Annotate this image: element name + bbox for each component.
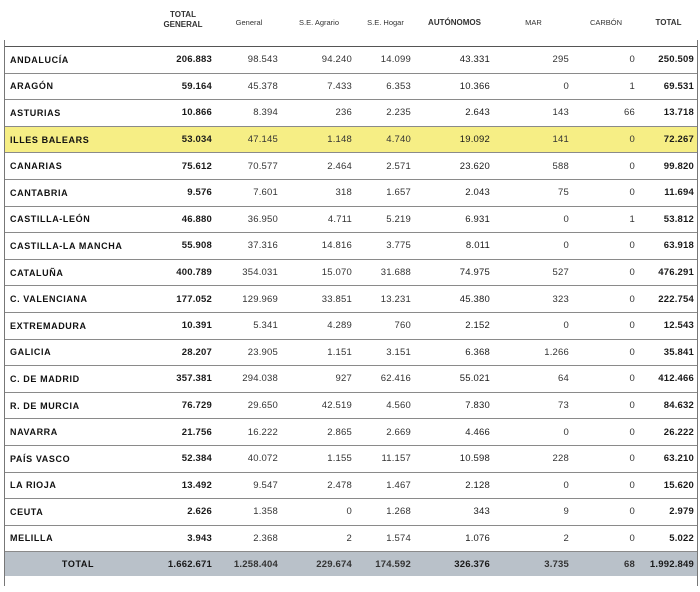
carbon-cell: 0 — [573, 126, 639, 153]
table-row — [4, 206, 698, 233]
mar-cell: 0 — [494, 73, 573, 100]
table-body — [4, 47, 698, 577]
general-cell: 16.222 — [216, 419, 282, 446]
mar-cell: 323 — [494, 286, 573, 313]
total-general-cell: 400.789 — [150, 259, 216, 286]
total-cell: 72.267 — [639, 126, 698, 153]
carbon-cell: 0 — [573, 392, 639, 419]
total-cell: 1.992.849 — [639, 552, 698, 577]
total-cell: 5.022 — [639, 525, 698, 552]
region-name-cell: ANDALUCÍA — [4, 47, 150, 74]
general-cell: 1.358 — [216, 499, 282, 526]
table-row — [4, 472, 698, 499]
mar-cell: 141 — [494, 126, 573, 153]
total-cell: 2.979 — [639, 499, 698, 526]
hogar-cell: 11.157 — [356, 445, 415, 472]
table-row — [4, 366, 698, 393]
total-cell: 53.812 — [639, 206, 698, 233]
hogar-cell: 31.688 — [356, 259, 415, 286]
total-general-cell: 3.943 — [150, 525, 216, 552]
mar-cell: 2 — [494, 525, 573, 552]
hogar-cell: 760 — [356, 312, 415, 339]
total-cell: 476.291 — [639, 259, 698, 286]
agrario-cell: 4.289 — [282, 312, 356, 339]
hogar-cell: 14.099 — [356, 47, 415, 74]
agrario-cell: 33.851 — [282, 286, 356, 313]
total-cell: 250.509 — [639, 47, 698, 74]
header-region — [4, 0, 150, 47]
region-name-cell: ASTURIAS — [4, 100, 150, 127]
autonomos-cell: 43.331 — [415, 47, 494, 74]
carbon-cell: 0 — [573, 286, 639, 313]
region-name-cell: C. VALENCIANA — [4, 286, 150, 313]
regional-affiliation-table-sheet — [4, 0, 698, 590]
total-general-cell: 53.034 — [150, 126, 216, 153]
general-cell: 354.031 — [216, 259, 282, 286]
hogar-cell: 4.740 — [356, 126, 415, 153]
agrario-cell: 14.816 — [282, 233, 356, 260]
carbon-cell: 0 — [573, 445, 639, 472]
total-general-cell: 10.866 — [150, 100, 216, 127]
region-name-cell: TOTAL — [4, 552, 150, 577]
table-header — [4, 0, 698, 47]
autonomos-cell: 6.368 — [415, 339, 494, 366]
total-general-cell: 10.391 — [150, 312, 216, 339]
carbon-cell: 0 — [573, 339, 639, 366]
total-cell: 84.632 — [639, 392, 698, 419]
general-cell: 47.145 — [216, 126, 282, 153]
header-row — [4, 0, 698, 47]
carbon-cell: 0 — [573, 499, 639, 526]
agrario-cell: 1.151 — [282, 339, 356, 366]
autonomos-cell: 55.021 — [415, 366, 494, 393]
agrario-cell: 7.433 — [282, 73, 356, 100]
total-cell: 63.210 — [639, 445, 698, 472]
region-name-cell: GALICIA — [4, 339, 150, 366]
hogar-cell: 1.657 — [356, 179, 415, 206]
autonomos-cell: 326.376 — [415, 552, 494, 577]
table-row — [4, 392, 698, 419]
general-cell: 2.368 — [216, 525, 282, 552]
table-row — [4, 525, 698, 552]
carbon-cell: 0 — [573, 47, 639, 74]
table-row — [4, 445, 698, 472]
region-name-cell: CATALUÑA — [4, 259, 150, 286]
region-name-cell: LA RIOJA — [4, 472, 150, 499]
agrario-cell: 2.865 — [282, 419, 356, 446]
region-name-cell: C. DE MADRID — [4, 366, 150, 393]
mar-cell: 0 — [494, 206, 573, 233]
agrario-cell: 0 — [282, 499, 356, 526]
region-name-cell: EXTREMADURA — [4, 312, 150, 339]
carbon-cell: 0 — [573, 472, 639, 499]
region-name-cell: PAÍS VASCO — [4, 445, 150, 472]
agrario-cell: 927 — [282, 366, 356, 393]
regional-affiliation-table — [4, 0, 698, 576]
general-cell: 294.038 — [216, 366, 282, 393]
table-row — [4, 126, 698, 153]
total-cell: 13.718 — [639, 100, 698, 127]
mar-cell: 295 — [494, 47, 573, 74]
total-general-cell: 59.164 — [150, 73, 216, 100]
table-row — [4, 233, 698, 260]
hogar-cell: 1.268 — [356, 499, 415, 526]
mar-cell: 0 — [494, 233, 573, 260]
hogar-cell: 2.669 — [356, 419, 415, 446]
general-cell: 45.378 — [216, 73, 282, 100]
autonomos-cell: 2.643 — [415, 100, 494, 127]
header-general: General — [216, 0, 282, 47]
total-general-cell: 75.612 — [150, 153, 216, 180]
total-cell: 63.918 — [639, 233, 698, 260]
hogar-cell: 3.775 — [356, 233, 415, 260]
mar-cell: 64 — [494, 366, 573, 393]
hogar-cell: 62.416 — [356, 366, 415, 393]
mar-cell: 588 — [494, 153, 573, 180]
total-cell: 222.754 — [639, 286, 698, 313]
autonomos-cell: 10.598 — [415, 445, 494, 472]
carbon-cell: 66 — [573, 100, 639, 127]
total-general-cell: 76.729 — [150, 392, 216, 419]
general-cell: 36.950 — [216, 206, 282, 233]
total-general-cell: 177.052 — [150, 286, 216, 313]
carbon-cell: 0 — [573, 233, 639, 260]
carbon-cell: 0 — [573, 366, 639, 393]
agrario-cell: 1.148 — [282, 126, 356, 153]
mar-cell: 3.735 — [494, 552, 573, 577]
autonomos-cell: 8.011 — [415, 233, 494, 260]
totals-row — [4, 552, 698, 577]
carbon-cell: 1 — [573, 73, 639, 100]
region-name-cell: CASTILLA-LA MANCHA — [4, 233, 150, 260]
agrario-cell: 318 — [282, 179, 356, 206]
total-cell: 26.222 — [639, 419, 698, 446]
header-autonomos: AUTÓNOMOS — [415, 0, 494, 47]
region-name-cell: CASTILLA-LEÓN — [4, 206, 150, 233]
mar-cell: 73 — [494, 392, 573, 419]
total-general-cell: 9.576 — [150, 179, 216, 206]
agrario-cell: 229.674 — [282, 552, 356, 577]
autonomos-cell: 19.092 — [415, 126, 494, 153]
mar-cell: 75 — [494, 179, 573, 206]
general-cell: 37.316 — [216, 233, 282, 260]
total-general-cell: 1.662.671 — [150, 552, 216, 577]
total-cell: 15.620 — [639, 472, 698, 499]
general-cell: 8.394 — [216, 100, 282, 127]
hogar-cell: 3.151 — [356, 339, 415, 366]
total-general-cell: 28.207 — [150, 339, 216, 366]
region-name-cell: ARAGÓN — [4, 73, 150, 100]
agrario-cell: 2.478 — [282, 472, 356, 499]
table-row — [4, 179, 698, 206]
agrario-cell: 2.464 — [282, 153, 356, 180]
general-cell: 7.601 — [216, 179, 282, 206]
total-cell: 11.694 — [639, 179, 698, 206]
header-carbon: CARBÓN — [573, 0, 639, 47]
hogar-cell: 5.219 — [356, 206, 415, 233]
carbon-cell: 0 — [573, 525, 639, 552]
table-left-border — [4, 40, 5, 586]
autonomos-cell: 23.620 — [415, 153, 494, 180]
autonomos-cell: 74.975 — [415, 259, 494, 286]
total-cell: 99.820 — [639, 153, 698, 180]
carbon-cell: 68 — [573, 552, 639, 577]
region-name-cell: CANARIAS — [4, 153, 150, 180]
autonomos-cell: 343 — [415, 499, 494, 526]
general-cell: 40.072 — [216, 445, 282, 472]
total-general-cell: 55.908 — [150, 233, 216, 260]
autonomos-cell: 6.931 — [415, 206, 494, 233]
region-name-cell: NAVARRA — [4, 419, 150, 446]
header-total: TOTAL — [639, 0, 698, 47]
hogar-cell: 4.560 — [356, 392, 415, 419]
region-name-cell: CEUTA — [4, 499, 150, 526]
autonomos-cell: 7.830 — [415, 392, 494, 419]
table-row — [4, 153, 698, 180]
total-general-cell: 21.756 — [150, 419, 216, 446]
header-mar: MAR — [494, 0, 573, 47]
mar-cell: 0 — [494, 419, 573, 446]
table-row — [4, 73, 698, 100]
table-row — [4, 339, 698, 366]
autonomos-cell: 2.128 — [415, 472, 494, 499]
total-general-cell: 13.492 — [150, 472, 216, 499]
table-row — [4, 100, 698, 127]
hogar-cell: 1.574 — [356, 525, 415, 552]
mar-cell: 143 — [494, 100, 573, 127]
general-cell: 5.341 — [216, 312, 282, 339]
hogar-cell: 2.235 — [356, 100, 415, 127]
agrario-cell: 2 — [282, 525, 356, 552]
mar-cell: 527 — [494, 259, 573, 286]
autonomos-cell: 4.466 — [415, 419, 494, 446]
total-general-cell: 357.381 — [150, 366, 216, 393]
mar-cell: 9 — [494, 499, 573, 526]
hogar-cell: 2.571 — [356, 153, 415, 180]
general-cell: 9.547 — [216, 472, 282, 499]
total-general-cell: 2.626 — [150, 499, 216, 526]
total-cell: 69.531 — [639, 73, 698, 100]
autonomos-cell: 10.366 — [415, 73, 494, 100]
total-general-cell: 206.883 — [150, 47, 216, 74]
region-name-cell: CANTABRIA — [4, 179, 150, 206]
total-cell: 412.466 — [639, 366, 698, 393]
agrario-cell: 94.240 — [282, 47, 356, 74]
carbon-cell: 0 — [573, 312, 639, 339]
hogar-cell: 174.592 — [356, 552, 415, 577]
agrario-cell: 1.155 — [282, 445, 356, 472]
general-cell: 129.969 — [216, 286, 282, 313]
total-cell: 35.841 — [639, 339, 698, 366]
agrario-cell: 15.070 — [282, 259, 356, 286]
hogar-cell: 1.467 — [356, 472, 415, 499]
agrario-cell: 42.519 — [282, 392, 356, 419]
table-row — [4, 312, 698, 339]
mar-cell: 0 — [494, 312, 573, 339]
region-name-cell: MELILLA — [4, 525, 150, 552]
general-cell: 29.650 — [216, 392, 282, 419]
carbon-cell: 1 — [573, 206, 639, 233]
total-general-cell: 46.880 — [150, 206, 216, 233]
agrario-cell: 236 — [282, 100, 356, 127]
mar-cell: 1.266 — [494, 339, 573, 366]
header-agrario: S.E. Agrario — [282, 0, 356, 47]
carbon-cell: 0 — [573, 153, 639, 180]
header-total-general: TOTAL GENERAL — [150, 0, 216, 47]
carbon-cell: 0 — [573, 259, 639, 286]
general-cell: 98.543 — [216, 47, 282, 74]
mar-cell: 228 — [494, 445, 573, 472]
autonomos-cell: 2.152 — [415, 312, 494, 339]
table-row — [4, 259, 698, 286]
autonomos-cell: 1.076 — [415, 525, 494, 552]
hogar-cell: 6.353 — [356, 73, 415, 100]
carbon-cell: 0 — [573, 179, 639, 206]
total-cell: 12.543 — [639, 312, 698, 339]
carbon-cell: 0 — [573, 419, 639, 446]
autonomos-cell: 2.043 — [415, 179, 494, 206]
table-row — [4, 286, 698, 313]
region-name-cell: ILLES BALEARS — [4, 126, 150, 153]
table-right-border — [697, 40, 698, 586]
header-hogar: S.E. Hogar — [356, 0, 415, 47]
hogar-cell: 13.231 — [356, 286, 415, 313]
region-name-cell: R. DE MURCIA — [4, 392, 150, 419]
autonomos-cell: 45.380 — [415, 286, 494, 313]
agrario-cell: 4.711 — [282, 206, 356, 233]
mar-cell: 0 — [494, 472, 573, 499]
table-row — [4, 499, 698, 526]
general-cell: 1.258.404 — [216, 552, 282, 577]
general-cell: 70.577 — [216, 153, 282, 180]
table-row — [4, 47, 698, 74]
general-cell: 23.905 — [216, 339, 282, 366]
table-row — [4, 419, 698, 446]
total-general-cell: 52.384 — [150, 445, 216, 472]
